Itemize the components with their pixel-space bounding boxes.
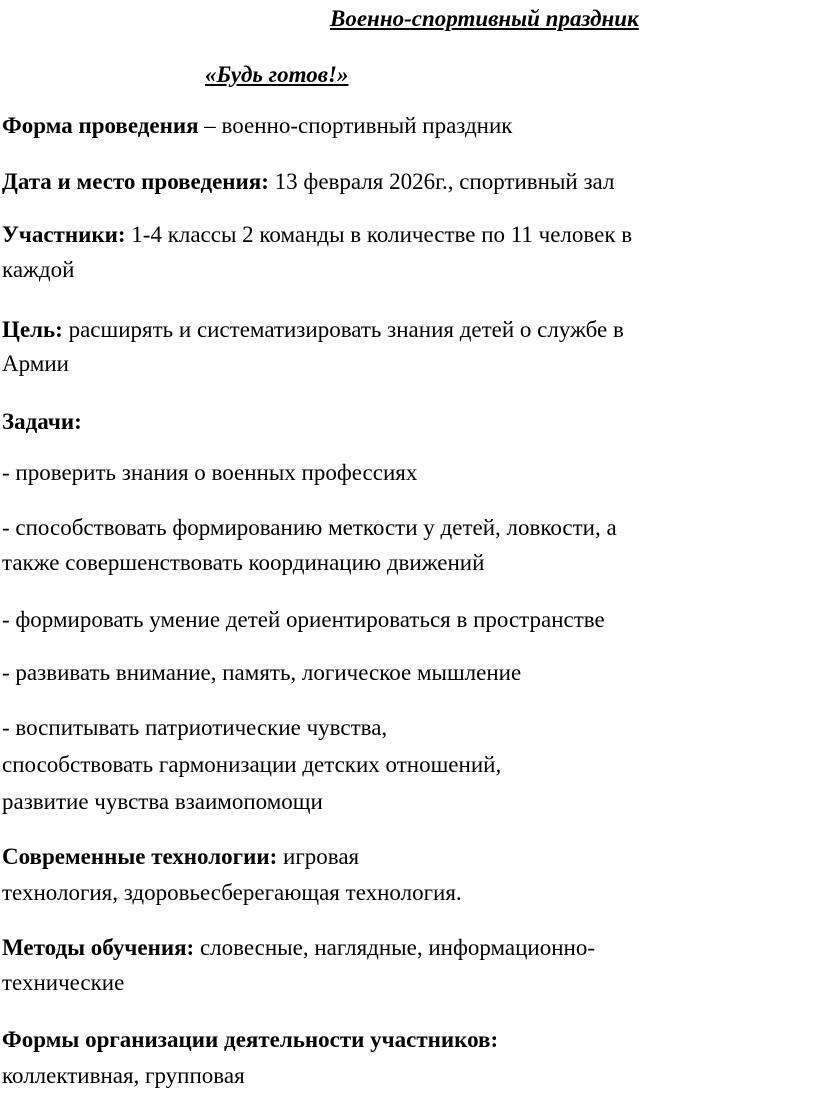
goal-value: расширять и систематизировать знания детей о службе в — [62, 317, 624, 342]
date-place-row — [2, 166, 614, 198]
technologies-row-cont: технология, здоровьесберегающая технология. — [2, 880, 462, 905]
task-item-cont: развитие чувства взаимопомощи — [2, 789, 323, 814]
task-item: - способствовать формированию меткости у детей, ловкости, а — [2, 515, 617, 540]
methods-value: словесные, наглядные, информационно- — [194, 935, 596, 960]
technologies-value: игровая — [277, 844, 360, 869]
task-item-cont: также совершенствовать координацию движений — [2, 550, 485, 575]
methods-row — [2, 932, 595, 964]
participants-value: 1-4 классы 2 команды в количестве по 11 человек в — [125, 222, 633, 247]
participants-row — [2, 219, 632, 251]
date-place-value: 13 февраля 2026г., спортивный зал — [268, 169, 615, 194]
technologies-label: Современные технологии: — [2, 844, 278, 869]
task-item: - проверить знания о военных профессиях — [2, 460, 418, 485]
document-subtitle: «Будь готов!» — [205, 62, 349, 87]
goal-row — [2, 314, 624, 346]
participants-row-cont: каждой — [2, 257, 75, 282]
task-item: - формировать умение детей ориентироваться в пространстве — [2, 607, 605, 632]
participants-label: Участники: — [2, 222, 126, 247]
form-value: – военно-спортивный праздник — [198, 113, 513, 138]
task-item: - развивать внимание, память, логическое мышление — [2, 660, 522, 685]
document-title: Военно-спортивный праздник — [330, 6, 639, 31]
organization-label: Формы организации деятельности участников: — [2, 1027, 499, 1052]
task-item-cont: способствовать гармонизации детских отношений, — [2, 752, 502, 777]
organization-value: коллективная, групповая — [2, 1063, 245, 1088]
task-item: - воспитывать патриотические чувства, — [2, 715, 388, 740]
form-label: Форма проведения — [2, 113, 199, 138]
tasks-label: Задачи: — [2, 409, 82, 434]
goal-row-cont: Армии — [2, 351, 69, 376]
methods-row-cont: технические — [2, 970, 125, 995]
methods-label: Методы обучения: — [2, 935, 195, 960]
form-row — [2, 110, 512, 142]
date-place-label: Дата и место проведения: — [2, 169, 269, 194]
technologies-row — [2, 841, 359, 873]
goal-label: Цель: — [2, 317, 63, 342]
